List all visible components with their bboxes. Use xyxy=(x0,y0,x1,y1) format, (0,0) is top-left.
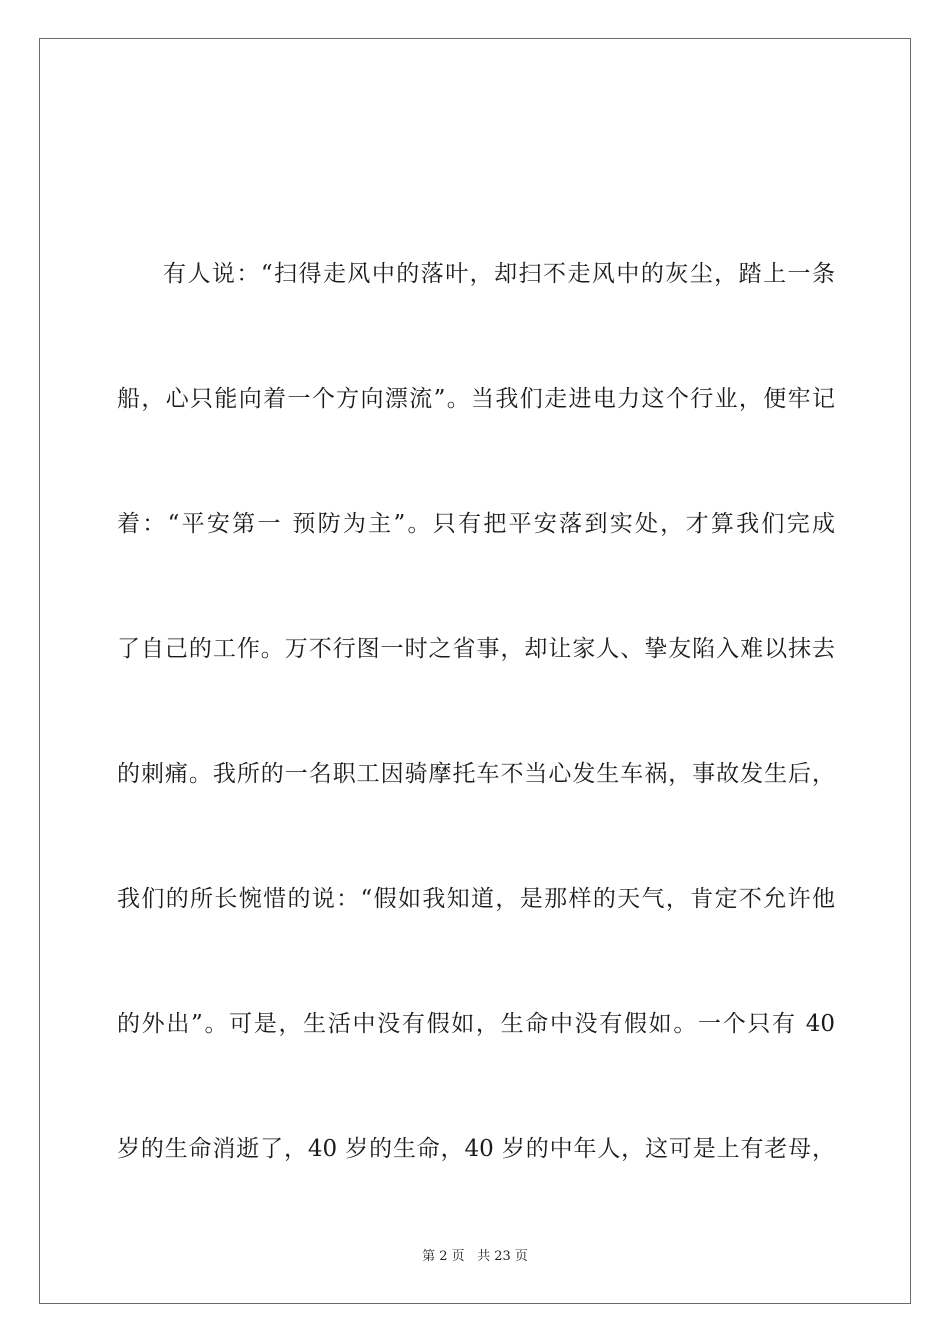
page-number: 第 2 页 xyxy=(422,1249,465,1264)
page-border xyxy=(39,38,911,1304)
paragraph-line: 的外出”。可是，生活中没有假如，生命中没有假如。一个只有 40 xyxy=(117,1011,835,1037)
page-total: 共 23 页 xyxy=(477,1249,528,1264)
paragraph-line: 有人说：“扫得走风中的落叶，却扫不走风中的灰尘，踏上一条 xyxy=(163,261,835,287)
paragraph-line: 了自己的工作。万不行图一时之省事，却让家人、挚友陷入难以抹去 xyxy=(117,636,835,662)
paragraph-line: 着：“平安第一 预防为主”。只有把平安落到实处，才算我们完成 xyxy=(117,511,835,537)
paragraph-line: 的刺痛。我所的一名职工因骑摩托车不当心发生车祸，事故发生后， xyxy=(117,761,835,787)
paragraph-line: 岁的生命消逝了，40 岁的生命，40 岁的中年人，这可是上有老母， xyxy=(117,1136,835,1162)
paragraph-line: 我们的所长惋惜的说：“假如我知道，是那样的天气，肯定不允许他 xyxy=(117,886,835,912)
paragraph-line: 船，心只能向着一个方向漂流”。当我们走进电力这个行业，便牢记 xyxy=(117,386,835,412)
page-footer xyxy=(0,1248,950,1266)
